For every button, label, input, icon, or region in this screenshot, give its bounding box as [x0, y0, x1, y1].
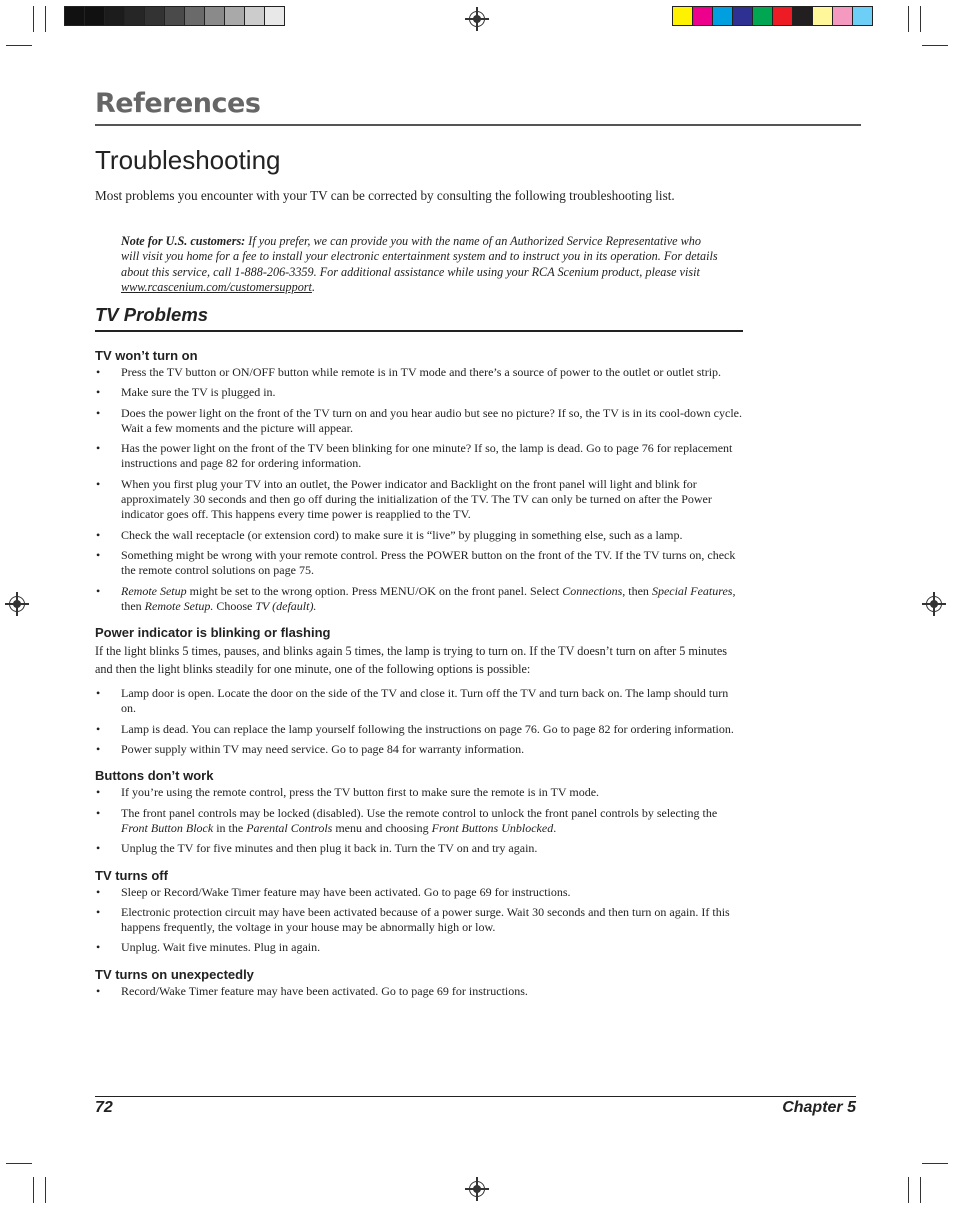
list-item: • Check the wall receptacle (or extension cord) to make sure it is “live” by plugging in something else, such as a lamp. [95, 528, 743, 543]
group-tv-wont-turn-on [95, 347, 743, 614]
registration-mark-icon [926, 596, 942, 612]
gray-swatch [245, 7, 265, 25]
color-swatch [793, 7, 813, 25]
item-text: Choose [213, 598, 256, 613]
color-swatch [853, 7, 872, 25]
note-end: . [311, 279, 315, 294]
list-item: • Unplug the TV for five minutes and then plug it back in. Turn the TV on and try again. [95, 841, 743, 856]
footer-rule [95, 1096, 856, 1097]
menu-term: Front Buttons Unblocked [431, 820, 554, 835]
group-heading: Buttons don’t work [95, 768, 214, 784]
list-item: • Lamp is dead. You can replace the lamp yourself following the instructions on page 76. Go to page 82 for ordering information. [95, 722, 743, 737]
page-number: 72 [95, 1099, 113, 1116]
list-item: • Lamp door is open. Locate the door on the side of the TV and close it. Turn off the TV and turn back on. The lamp should turn on. [95, 686, 743, 717]
gray-swatch [165, 7, 185, 25]
list-item: • Has the power light on the front of the TV been blinking for one minute? If so, the lamp is dead. Go to page 76 for replacement instructions and page 82 for ordering information. [95, 441, 743, 472]
list-item: • Does the power light on the front of the TV turn on and you hear audio but see no picture? If so, the TV is in its cool-down cycle. Wait a few moments and the picture will appear. [95, 406, 743, 437]
troubleshooting-content [95, 347, 743, 1009]
list-item: • Unplug. Wait five minutes. Plug in again. [95, 940, 743, 955]
bullet-list [95, 984, 743, 999]
list-item: • Power supply within TV may need service. Go to page 84 for warranty information. [95, 742, 743, 757]
registration-mark-icon [469, 1181, 485, 1197]
gray-swatch [65, 7, 85, 25]
color-swatch [713, 7, 733, 25]
list-item [95, 806, 743, 837]
section-title: TV Problems [95, 304, 209, 325]
gray-swatch [265, 7, 284, 25]
item-text: then [121, 598, 145, 613]
list-item: • Make sure the TV is plugged in. [95, 385, 743, 400]
item-text: menu and choosing [332, 820, 432, 835]
header-rule [95, 124, 861, 126]
customer-note [121, 234, 721, 295]
crop-mark [920, 1177, 921, 1203]
bullet-list [95, 365, 743, 614]
group-heading: TV turns off [95, 867, 168, 883]
crop-mark [6, 1163, 32, 1164]
group-heading: TV won’t turn on [95, 348, 198, 363]
crop-mark [33, 1177, 34, 1203]
color-swatch [773, 7, 793, 25]
color-swatch [753, 7, 773, 25]
menu-term: Remote Setup. [144, 598, 214, 613]
list-item [95, 584, 743, 615]
list-item: • Sleep or Record/Wake Timer feature may have been activated. Go to page 69 for instructions. [95, 885, 743, 900]
item-text: The front panel controls may be locked (disabled). Use the remote control to unlock the front panel controls by selecting the [121, 805, 718, 820]
menu-term: TV (default). [255, 598, 317, 613]
crop-mark [908, 6, 909, 32]
support-link[interactable]: www.rcascenium.com/customersupport [121, 279, 312, 294]
grayscale-bar [64, 6, 285, 26]
section-header: References [95, 88, 261, 119]
gray-swatch [205, 7, 225, 25]
gray-swatch [105, 7, 125, 25]
crop-mark [6, 45, 32, 46]
color-swatch [673, 7, 693, 25]
color-bar [672, 6, 873, 26]
color-swatch [733, 7, 753, 25]
bullet-list [95, 686, 743, 757]
crop-mark [922, 45, 948, 46]
color-swatch [833, 7, 853, 25]
crop-mark [922, 1163, 948, 1164]
item-text: in the [213, 820, 247, 835]
group-paragraph: If the light blinks 5 times, pauses, and blinks again 5 times, the lamp is trying to turn on. If the TV doesn’t turn on after 5 minutes and then the light blinks steadily for one minute, one of the following options is possible: [95, 644, 727, 677]
group-heading: Power indicator is blinking or flashing [95, 625, 331, 641]
bullet-list [95, 885, 743, 956]
note-label: Note for U.S. customers: [121, 234, 246, 248]
list-item: • Press the TV button or ON/OFF button while remote is in TV mode and there’s a source of power to the outlet or outlet strip. [95, 365, 743, 380]
menu-term: Special Features, [651, 583, 736, 598]
crop-mark [33, 6, 34, 32]
intro-paragraph: Most problems you encounter with your TV can be corrected by consulting the following troubleshooting list. [95, 188, 675, 203]
section-rule [95, 330, 743, 332]
list-item: • If you’re using the remote control, press the TV button first to make sure the remote is in TV mode. [95, 785, 743, 800]
item-text: . [553, 820, 557, 835]
gray-swatch [225, 7, 245, 25]
menu-term: Parental Controls [246, 820, 333, 835]
group-power-indicator [95, 624, 743, 757]
item-text: might be set to the wrong option. Press MENU/OK on the front panel. Select [186, 583, 563, 598]
menu-term: Connections [562, 583, 623, 598]
bullet-list [95, 785, 743, 856]
menu-term: Front Button Block [121, 820, 214, 835]
group-tv-turns-off [95, 867, 743, 956]
list-item: • Something might be wrong with your remote control. Press the POWER button on the front of the TV. If the TV turns on, check the remote control solutions on page 75. [95, 548, 743, 579]
note-text: If you prefer, we can provide you with the name of an Authorized Service Representative who will visit you home for a fee to install your electronic entertainment system and to instruct you in its operation. For details about this service, call 1-888-206-3359. For additional assistance while using your RCA Scenium product, please visit [121, 234, 718, 279]
chapter-label: Chapter 5 [782, 1099, 856, 1116]
color-swatch [813, 7, 833, 25]
registration-mark-icon [469, 11, 485, 27]
item-text: , then [622, 583, 652, 598]
crop-mark [908, 1177, 909, 1203]
list-item: • When you first plug your TV into an outlet, the Power indicator and Backlight on the front panel will light and blink for approximately 30 seconds and then go off during the initialization of the TV. The TV can only be turned on after the Power indicator goes off. This happens every time power is reapplied to the TV. [95, 477, 743, 523]
crop-mark [45, 1177, 46, 1203]
group-tv-turns-on [95, 966, 743, 999]
color-swatch [693, 7, 713, 25]
gray-swatch [145, 7, 165, 25]
crop-mark [45, 6, 46, 32]
menu-term: Remote Setup [121, 583, 187, 598]
crop-mark [920, 6, 921, 32]
page-title: Troubleshooting [95, 145, 281, 175]
gray-swatch [185, 7, 205, 25]
group-heading: TV turns on unexpectedly [95, 966, 254, 982]
list-item: • Record/Wake Timer feature may have been activated. Go to page 69 for instructions. [95, 984, 743, 999]
group-buttons [95, 767, 743, 856]
gray-swatch [125, 7, 145, 25]
list-item: • Electronic protection circuit may have been activated because of a power surge. Wait 30 seconds and then turn on again. If this happens frequently, the voltage in your house may be abnormally high or low. [95, 905, 743, 936]
gray-swatch [85, 7, 105, 25]
registration-mark-icon [9, 596, 25, 612]
